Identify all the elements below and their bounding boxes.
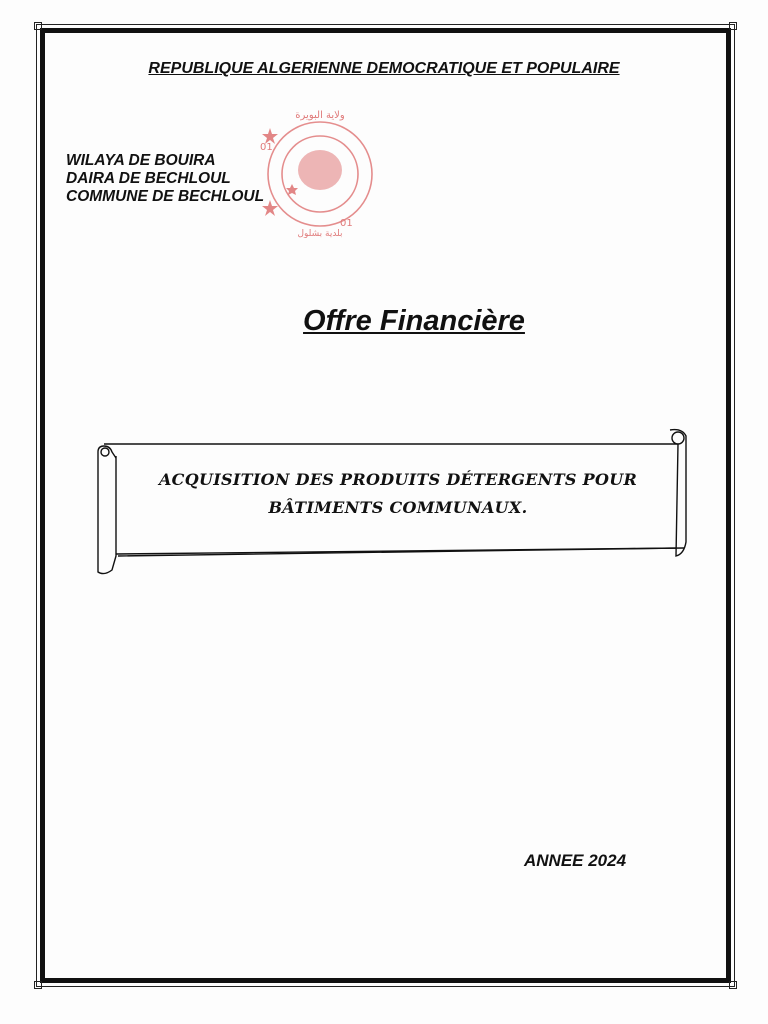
republic-heading: REPUBLIQUE ALGERIENNE DEMOCRATIQUE ET POPULAIRE (148, 60, 620, 77)
frame-corner-bottom-left (34, 981, 42, 989)
document-title: Offre Financière (303, 305, 525, 337)
frame-corner-bottom-right (729, 981, 737, 989)
seal-number-left: 01 (260, 142, 273, 153)
year-label: ANNEE 2024 (524, 851, 627, 870)
subject-text (118, 466, 678, 522)
frame-corner-top-left (34, 22, 42, 30)
wilaya-label: WILAYA DE BOUIRA (66, 152, 216, 169)
subject-line-1: ACQUISITION DES PRODUITS DÉTERGENTS POUR (158, 470, 638, 489)
commune-label: COMMUNE DE BECHLOUL (66, 188, 265, 205)
seal-text-bottom: بلدية بشلول (297, 229, 343, 238)
seal-number-right: 01 (340, 218, 353, 229)
daira-label: DAIRA DE BECHLOUL (66, 170, 231, 187)
official-seal-stamp (248, 108, 388, 238)
frame-corner-top-right (729, 22, 737, 30)
administration-block (66, 152, 264, 206)
subject-line-2: BÂTIMENTS COMMUNAUX. (268, 498, 528, 517)
seal-text-top: ولاية البويرة (295, 110, 345, 121)
